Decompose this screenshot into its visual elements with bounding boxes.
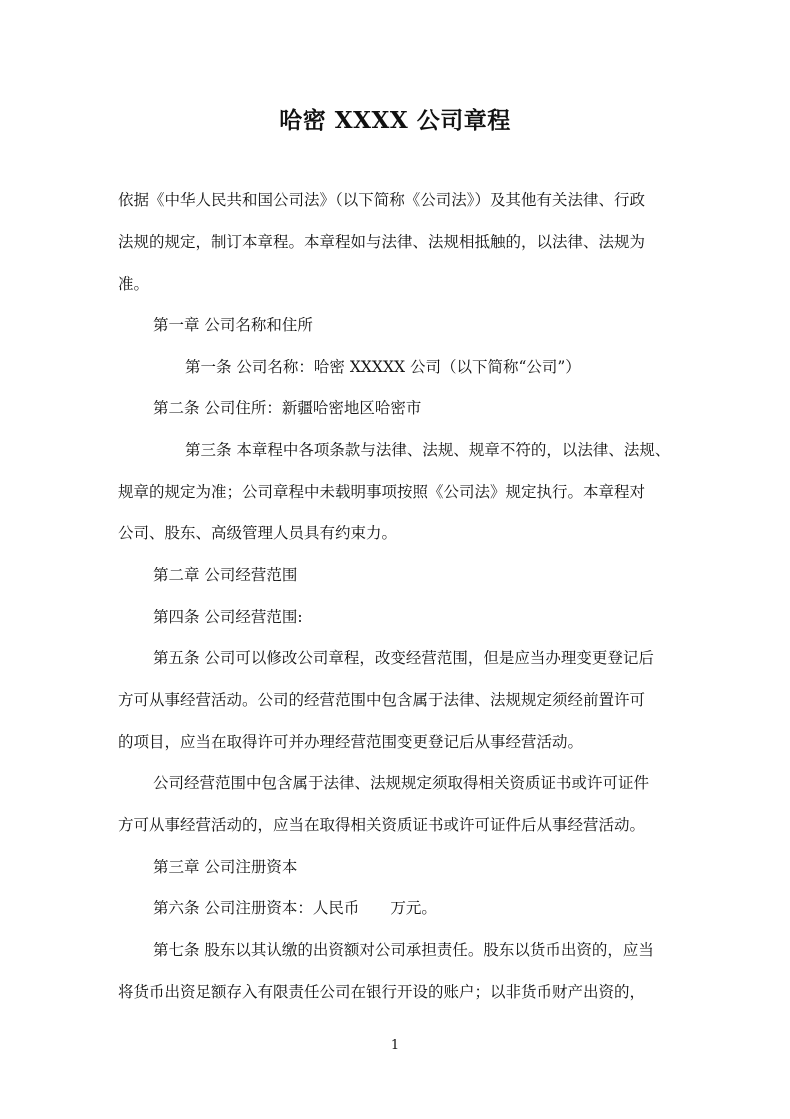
article-line: 第四条 公司经营范围:: [153, 608, 303, 626]
paragraph-line: 规章的规定为准；公司章程中未载明事项按照《公司法》规定执行。本章程对: [118, 483, 646, 501]
article-line: 第六条 公司注册资本：人民币 万元。: [153, 899, 437, 917]
article-line: 第七条 股东以其认缴的出资额对公司承担责任。股东以货币出资的，应当: [153, 941, 654, 959]
paragraph-line: 法规的规定，制订本章程。本章程如与法律、法规相抵触的，以法律、法规为: [118, 233, 646, 251]
paragraph-line: 准。: [118, 275, 150, 293]
paragraph-line: 的项目，应当在取得许可并办理经营范围变更登记后从事经营活动。: [118, 733, 584, 751]
page-number: 1: [390, 1038, 400, 1053]
article-line: 第五条 公司可以修改公司章程，改变经营范围，但是应当办理变更登记后: [153, 649, 654, 667]
paragraph-line: 将货币出资足额存入有限责任公司在银行开设的账户；以非货币财产出资的，: [118, 983, 646, 1001]
paragraph-line: 公司经营范围中包含属于法律、法规规定须取得相关资质证书或许可证件: [153, 774, 650, 792]
paragraph-line: 方可从事经营活动。公司的经营范围中包含属于法律、法规规定须经前置许可: [118, 691, 646, 709]
article-line: 第三条 本章程中各项条款与法律、法规、规章不符的，以法律、法规、: [185, 441, 671, 459]
article-line: 第一条 公司名称：哈密 XXXXX 公司（以下简称“公司”）: [185, 358, 581, 376]
article-line: 第二条 公司住所：新疆哈密地区哈密市: [153, 399, 422, 417]
paragraph-line: 公司、股东、高级管理人员具有约束力。: [118, 524, 398, 542]
paragraph-line: 依据《中华人民共和国公司法》（以下简称《公司法》）及其他有关法律、行政: [118, 191, 646, 209]
paragraph-line: 方可从事经营活动的，应当在取得相关资质证书或许可证件后从事经营活动。: [118, 816, 646, 834]
chapter-heading: 第二章 公司经营范围: [153, 566, 298, 584]
chapter-heading: 第三章 公司注册资本: [153, 858, 298, 876]
document-title: 哈密 XXXX 公司章程: [279, 107, 511, 134]
chapter-heading: 第一章 公司名称和住所: [153, 316, 313, 334]
